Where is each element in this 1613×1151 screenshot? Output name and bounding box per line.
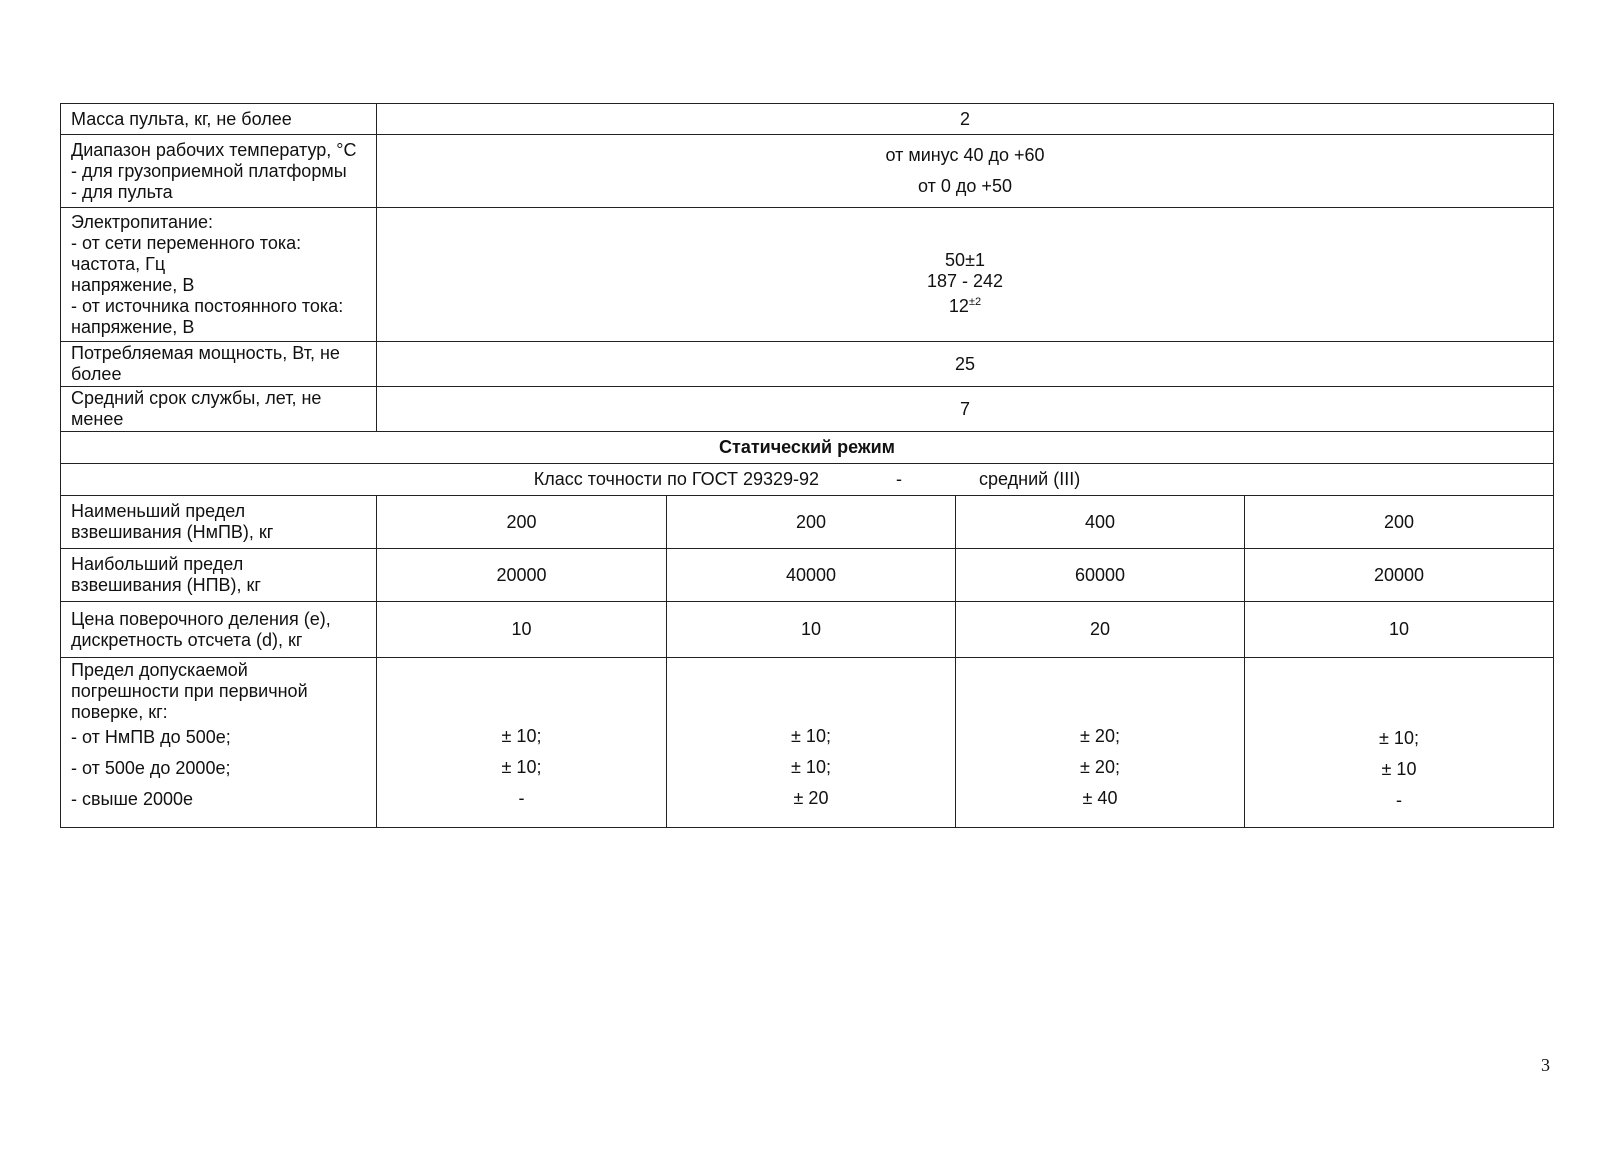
row-label: Наименьший предел взвешивания (НмПВ), кг — [61, 496, 377, 549]
spec-table — [60, 103, 1554, 828]
cell-value: 20000 — [377, 549, 667, 602]
cell-value: ± 10; ± 10; ± 20 — [667, 658, 956, 828]
row-label: Наибольший предел взвешивания (НПВ), кг — [61, 549, 377, 602]
row-label: Масса пульта, кг, не более — [61, 104, 377, 135]
cell-value: 10 — [667, 602, 956, 658]
accuracy-class: Класс точности по ГОСТ 29329-92 - средний (III) — [61, 464, 1554, 496]
cell-value: 200 — [377, 496, 667, 549]
section-title: Статический режим — [61, 432, 1554, 464]
section-header-row — [61, 432, 1554, 464]
row-max-load — [61, 549, 1554, 602]
cell-value: 60000 — [956, 549, 1245, 602]
row-verification-division — [61, 602, 1554, 658]
row-console-mass — [61, 104, 1554, 135]
row-power-supply — [61, 208, 1554, 342]
cell-value: 400 — [956, 496, 1245, 549]
row-label: Диапазон рабочих температур, °С - для грузоприемной платформы - для пульта — [61, 135, 377, 208]
row-label: Цена поверочного деления (е), дискретность отсчета (d), кг — [61, 602, 377, 658]
cell-value: 10 — [377, 602, 667, 658]
page-number: 3 — [1541, 1055, 1550, 1075]
cell-value: 20000 — [1245, 549, 1554, 602]
row-value: 25 — [377, 342, 1554, 387]
cell-value: ± 10; ± 10; - — [377, 658, 667, 828]
row-value: 50±1 187 - 242 $12^{\pm 2}$ — [377, 208, 1554, 342]
row-label: Потребляемая мощность, Вт, не более — [61, 342, 377, 387]
cell-value: 200 — [1245, 496, 1554, 549]
row-service-life — [61, 387, 1554, 432]
accuracy-row — [61, 464, 1554, 496]
cell-value: 40000 — [667, 549, 956, 602]
row-label: Средний срок службы, лет, не менее — [61, 387, 377, 432]
cell-value: 10 — [1245, 602, 1554, 658]
cell-value: ± 20; ± 20; ± 40 — [956, 658, 1245, 828]
row-temperature — [61, 135, 1554, 208]
row-value: 7 — [377, 387, 1554, 432]
cell-value: 20 — [956, 602, 1245, 658]
row-min-load — [61, 496, 1554, 549]
row-permissible-error — [61, 658, 1554, 828]
cell-value: ± 10; ± 10 - — [1245, 658, 1554, 828]
row-label: Предел допускаемой погрешности при первичной поверке, кг: - от НмПВ до 500е; - от 500е до 2000е; - свыше 2000е — [61, 658, 377, 828]
row-value: 2 — [377, 104, 1554, 135]
row-label: Электропитание: - от сети переменного тока: частота, Гц напряжение, В - от источника постоянного тока: напряжение, В — [61, 208, 377, 342]
cell-value: 200 — [667, 496, 956, 549]
row-power-consumption — [61, 342, 1554, 387]
row-value: от минус 40 до +60 от 0 до +50 — [377, 135, 1554, 208]
